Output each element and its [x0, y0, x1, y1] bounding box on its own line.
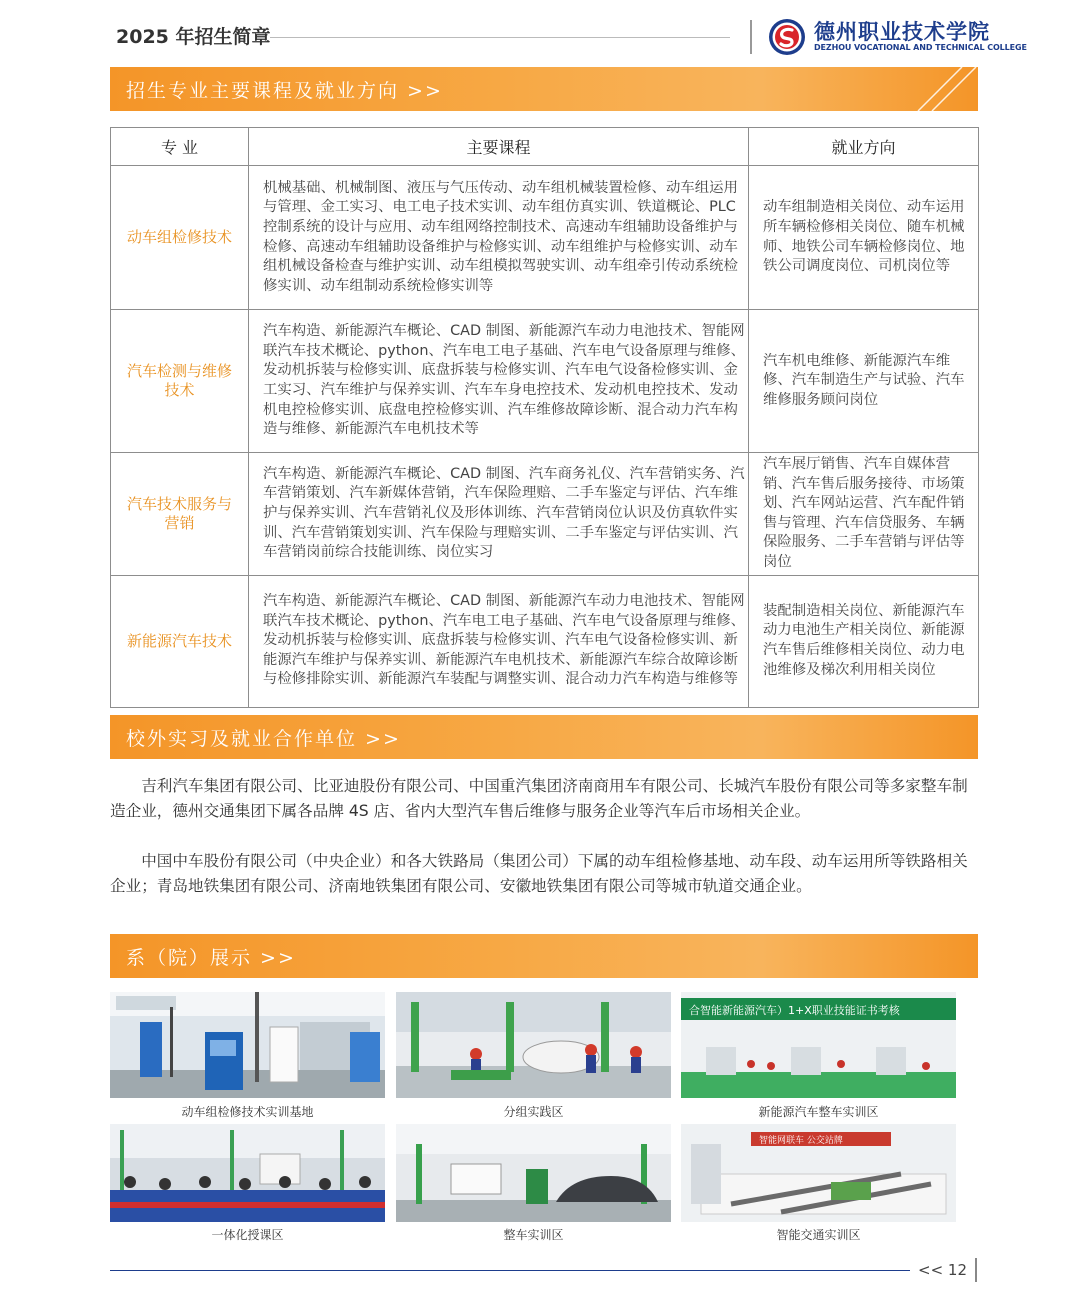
table-header-row: [111, 128, 979, 166]
photo-emu-training-base: [110, 992, 385, 1098]
photo-caption: 智能交通实训区: [776, 1228, 861, 1242]
major-name: 汽车技术服务与营销: [111, 453, 249, 576]
table-row: [111, 166, 979, 310]
section-bar-showcase: [110, 934, 978, 978]
section-title-showcase: 系（院）展示 >>: [126, 947, 296, 969]
nev-banner-text: 合智能新能源汽车）1+X职业技能证书考核: [689, 1004, 900, 1017]
table-row: [111, 453, 979, 576]
photo-caption: 分组实践区: [503, 1105, 564, 1119]
photo-caption: 动车组检修技术实训基地: [181, 1105, 314, 1119]
major-career: 汽车机电维修、新能源汽车维修、汽车制造生产与试验、汽车维修服务顾问岗位: [749, 310, 979, 453]
major-name: 汽车检测与维修技术: [111, 310, 249, 453]
college-name-en: DEZHOU VOCATIONAL AND TECHNICAL COLLEGE: [814, 43, 1027, 52]
major-courses: 汽车构造、新能源汽车概论、CAD 制图、新能源汽车动力电池技术、智能网联汽车技术概论、python、汽车电工电子基础、汽车电气设备原理与维修、发动机拆装与检修实训、底盘拆装与检修实训、汽车电气设备检修实训、新能源汽车维护与保养实训、新能源汽车电机技术、新能源汽车综合故障诊断与检修排除实训、新能源汽车装配与调整实训、混合动力汽车构造与维修等: [249, 575, 749, 707]
photo-nev-training: [681, 992, 956, 1098]
courses-table: [110, 127, 979, 708]
photo-integrated-classroom: [110, 1124, 385, 1230]
major-career: 装配制造相关岗位、新能源汽车动力电池生产相关岗位、新能源汽车售后维修相关岗位、动力电池维修及梯次利用相关岗位: [749, 575, 979, 707]
header-career: 就业方向: [749, 128, 979, 166]
header-vertical-bar: [750, 20, 752, 54]
major-career: 动车组制造相关岗位、动车运用所车辆检修相关岗位、随车机械师、地铁公司车辆检修岗位、地铁公司调度岗位、司机岗位等: [749, 166, 979, 310]
partners-paragraph-2: 中国中车股份有限公司（中央企业）和各大铁路局（集团公司）下属的动车组检修基地、动车段、动车运用所等铁路相关企业；青岛地铁集团有限公司、济南地铁集团有限公司、安徽地铁集团有限公司等城市轨道交通企业。: [110, 852, 968, 895]
college-logo-icon: [768, 18, 806, 56]
major-name: 动车组检修技术: [111, 166, 249, 310]
table-row: [111, 575, 979, 707]
section-bar-courses: [110, 67, 978, 111]
section-title-courses: 招生专业主要课程及就业方向 >>: [126, 80, 443, 102]
photo-smart-transport: [681, 1124, 956, 1230]
footer-vertical-bar: [975, 1258, 977, 1282]
major-courses: 汽车构造、新能源汽车概论、CAD 制图、汽车商务礼仪、汽车营销实务、汽车营销策划、汽车新媒体营销，汽车保险理赔、二手车鉴定与评估、汽车维护与保养实训、汽车营销礼仪及形体训练、汽车营销岗位认识及仿真软件实训、汽车营销策划实训、汽车保险与理赔实训、二手车鉴定与评估实训、汽车营销岗前综合技能训练、岗位实习: [249, 453, 749, 576]
table-row: [111, 310, 979, 453]
college-name-cn: 德州职业技术学院: [814, 19, 990, 44]
partners-paragraph-1: 吉利汽车集团有限公司、比亚迪股份有限公司、中国重汽集团济南商用车有限公司、长城汽车股份有限公司等多家整车制造企业，德州交通集团下属各品牌 4S 店、省内大型汽车售后维修与服务企业等汽车后市场相关企业。: [110, 777, 968, 820]
section-stripes-decoration: [898, 67, 978, 111]
header-divider: [270, 37, 730, 38]
photo-caption: 一体化授课区: [211, 1228, 284, 1242]
major-name: 新能源汽车技术: [111, 575, 249, 707]
photo-vehicle-training: [396, 1124, 671, 1230]
photo-group-practice: [396, 992, 671, 1098]
major-career: 汽车展厅销售、汽车自媒体营销、汽车售后服务接待、市场策划、汽车网站运营、汽车配件销售与管理、汽车信贷服务、车辆保险服务、二手车营销与评估等岗位: [749, 453, 979, 576]
major-courses: 机械基础、机械制图、液压与气压传动、动车组机械装置检修、动车组运用与管理、金工实习、电工电子技术实训、动车组仿真实训、铁道概论、PLC 控制系统的设计与应用、动车组网络控制技术、高速动车组辅助设备维护与检修、高速动车组辅助设备维护与检修实训、动车组维护与检修实训、动车组机械设备检查与维护实训、动车组模拟驾驶实训、动车组牵引传动系统检修实训、动车组制动系统检修实训等: [249, 166, 749, 310]
page-number: << 12: [918, 1261, 967, 1279]
header-courses: 主要课程: [249, 128, 749, 166]
major-courses: 汽车构造、新能源汽车概论、CAD 制图、新能源汽车动力电池技术、智能网联汽车技术概论、python、汽车电工电子基础、汽车电气设备原理与维修、发动机拆装与检修实训、底盘拆装与检修实训、汽车电气设备检修实训、金工实习、汽车维护与保养实训、汽车车身电控技术、发动机电控技术、发动机电控检修实训、底盘电控检修实训、汽车维修故障诊断、混合动力汽车构造与维修、新能源汽车电机技术等: [249, 310, 749, 453]
smart-transport-sign: 智能网联车 公交站牌: [759, 1136, 843, 1146]
header-major: 专 业: [111, 128, 249, 166]
section-bar-partners: [110, 715, 978, 759]
photo-caption: 整车实训区: [503, 1228, 564, 1242]
footer-divider: [110, 1270, 910, 1271]
section-title-partners: 校外实习及就业合作单位 >>: [126, 728, 401, 750]
brochure-title: 2025 年招生简章: [116, 26, 271, 48]
photo-caption: 新能源汽车整车实训区: [758, 1105, 879, 1119]
